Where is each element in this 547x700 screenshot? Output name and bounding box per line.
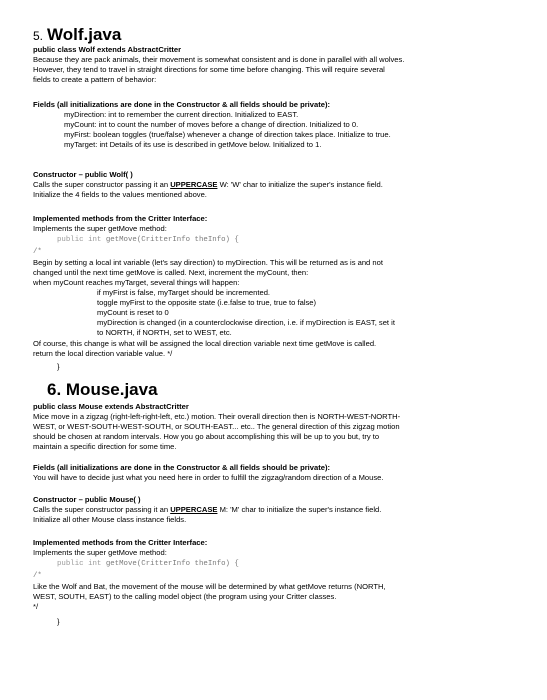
mouse-class-decl: public class Mouse extends AbstractCritter — [33, 402, 189, 411]
wolf-implements-line: Implements the super getMove method: — [33, 224, 167, 233]
wolf-step: toggle myFirst to the opposite state (i.e.false to true, true to false) — [97, 298, 317, 307]
code-keyword: public — [57, 236, 84, 244]
code-keyword: int — [88, 560, 102, 568]
wolf-body-line: when myCount reaches myTarget, several things will happen: — [33, 278, 240, 287]
wolf-field-item: myFirst: boolean toggles (true/false) whenever a change of direction takes place. Initialize to true. — [64, 130, 391, 139]
wolf-intro-line: However, they tend to travel in straight directions for some time before changing. This will require several — [33, 65, 385, 74]
mouse-body-line: Like the Wolf and Bat, the movement of the mouse will be determined by what getMove returns (NORTH, — [33, 582, 386, 591]
mouse-constructor-line — [33, 505, 381, 515]
wolf-step: myCount is reset to 0 — [97, 308, 169, 317]
wolf-step: if myFirst is false, myTarget should be incremented. — [97, 288, 271, 297]
wolf-constructor-heading: Constructor – public Wolf( ) — [33, 170, 133, 179]
mouse-closing-brace: } — [57, 617, 60, 626]
wolf-step: to NORTH, if NORTH, set to WEST, etc. — [97, 328, 232, 337]
wolf-intro-line: Because they are pack animals, their movement is somewhat consistent and is done in parallel with all wolves. — [33, 55, 405, 64]
mouse-intro-line: Mice move in a zigzag (right-left-right-left, etc.) motion. Their overall direction then is NORTH-WEST-NORTH- — [33, 412, 401, 421]
mouse-title: 6. Mouse.java — [47, 380, 158, 399]
wolf-field-item: myTarget: int Details of its use is described in getMove below. Initialized to 1. — [64, 140, 322, 149]
wolf-fields-heading: Fields (all initializations are done in the Constructor & all fields should be private): — [33, 100, 331, 109]
wolf-closing-line: return the local direction variable value. */ — [33, 349, 173, 358]
mouse-constructor-text: Calls the super constructor passing it an — [33, 505, 171, 514]
wolf-class-decl: public class Wolf extends AbstractCritter — [33, 45, 182, 54]
code-method: getMove(CritterInfo theInfo) { — [105, 560, 239, 568]
wolf-constructor-uppercase: UPPERCASE — [170, 180, 218, 189]
wolf-code-signature — [57, 235, 239, 245]
code-method: getMove(CritterInfo theInfo) { — [105, 236, 239, 244]
mouse-intro-line: maintain a specific direction for some time. — [33, 442, 177, 451]
wolf-field-item: myDirection: int to remember the current direction. Initialized to EAST. — [64, 110, 299, 119]
wolf-section-number: 5. — [33, 29, 44, 43]
mouse-implements-line: Implements the super getMove method: — [33, 548, 167, 557]
mouse-fields-heading: Fields (all initializations are done in the Constructor & all fields should be private): — [33, 463, 331, 472]
wolf-heading — [33, 25, 121, 46]
wolf-constructor-line — [33, 180, 383, 190]
wolf-intro-line: fields to create a pattern of behavior: — [33, 75, 157, 84]
mouse-constructor-text: M: 'M' char to initialize the super's instance field. — [217, 505, 382, 514]
wolf-comment-open: /* — [33, 248, 42, 256]
wolf-closing-line: Of course, this change is what will be assigned the local direction variable next time getMove is called. — [33, 339, 377, 348]
mouse-intro-line: should be chosen at random intervals. How you go about accomplishing this will be up to you but, try to — [33, 432, 380, 441]
wolf-constructor-text: W: 'W' char to initialize the super's instance field. — [217, 180, 383, 189]
wolf-title: Wolf.java — [47, 25, 122, 44]
wolf-constructor-text: Calls the super constructor passing it an — [33, 180, 171, 189]
wolf-body-line: changed until the next time getMove is called. Next, increment the myCount, then: — [33, 268, 309, 277]
code-keyword: public — [57, 560, 84, 568]
mouse-comment-open: /* — [33, 572, 42, 580]
mouse-constructor-line2: Initialize all other Mouse class instance fields. — [33, 515, 187, 524]
wolf-body-line: Begin by setting a local int variable (let's say direction) to myDirection. This will be returned as is and not — [33, 258, 383, 267]
mouse-constructor-heading: Constructor – public Mouse( ) — [33, 495, 141, 504]
mouse-fields-line: You will have to decide just what you need here in order to fulfill the zigzag/random direction of a Mouse. — [33, 473, 384, 482]
mouse-implemented-heading: Implemented methods from the Critter Interface: — [33, 538, 208, 547]
code-keyword: int — [88, 236, 102, 244]
wolf-implemented-heading: Implemented methods from the Critter Interface: — [33, 214, 208, 223]
wolf-constructor-line2: Initialize the 4 fields to the values mentioned above. — [33, 190, 207, 199]
wolf-field-item: myCount: int to count the number of moves before a change of direction. Initialized to 0. — [64, 120, 359, 129]
mouse-body-line: */ — [33, 602, 39, 611]
wolf-closing-brace: } — [57, 362, 60, 371]
wolf-step: myDirection is changed (in a counterclockwise direction, i.e. if myDirection is EAST, set it — [97, 318, 395, 327]
mouse-constructor-uppercase: UPPERCASE — [170, 505, 218, 514]
mouse-code-signature — [57, 559, 239, 569]
mouse-body-line: WEST, SOUTH, EAST) to the calling model object (the program using your Critter classes. — [33, 592, 337, 601]
mouse-intro-line: WEST, or WEST-SOUTH-WEST-SOUTH, or SOUTH-EAST... etc.. The general direction of this zigzag motion — [33, 422, 400, 431]
